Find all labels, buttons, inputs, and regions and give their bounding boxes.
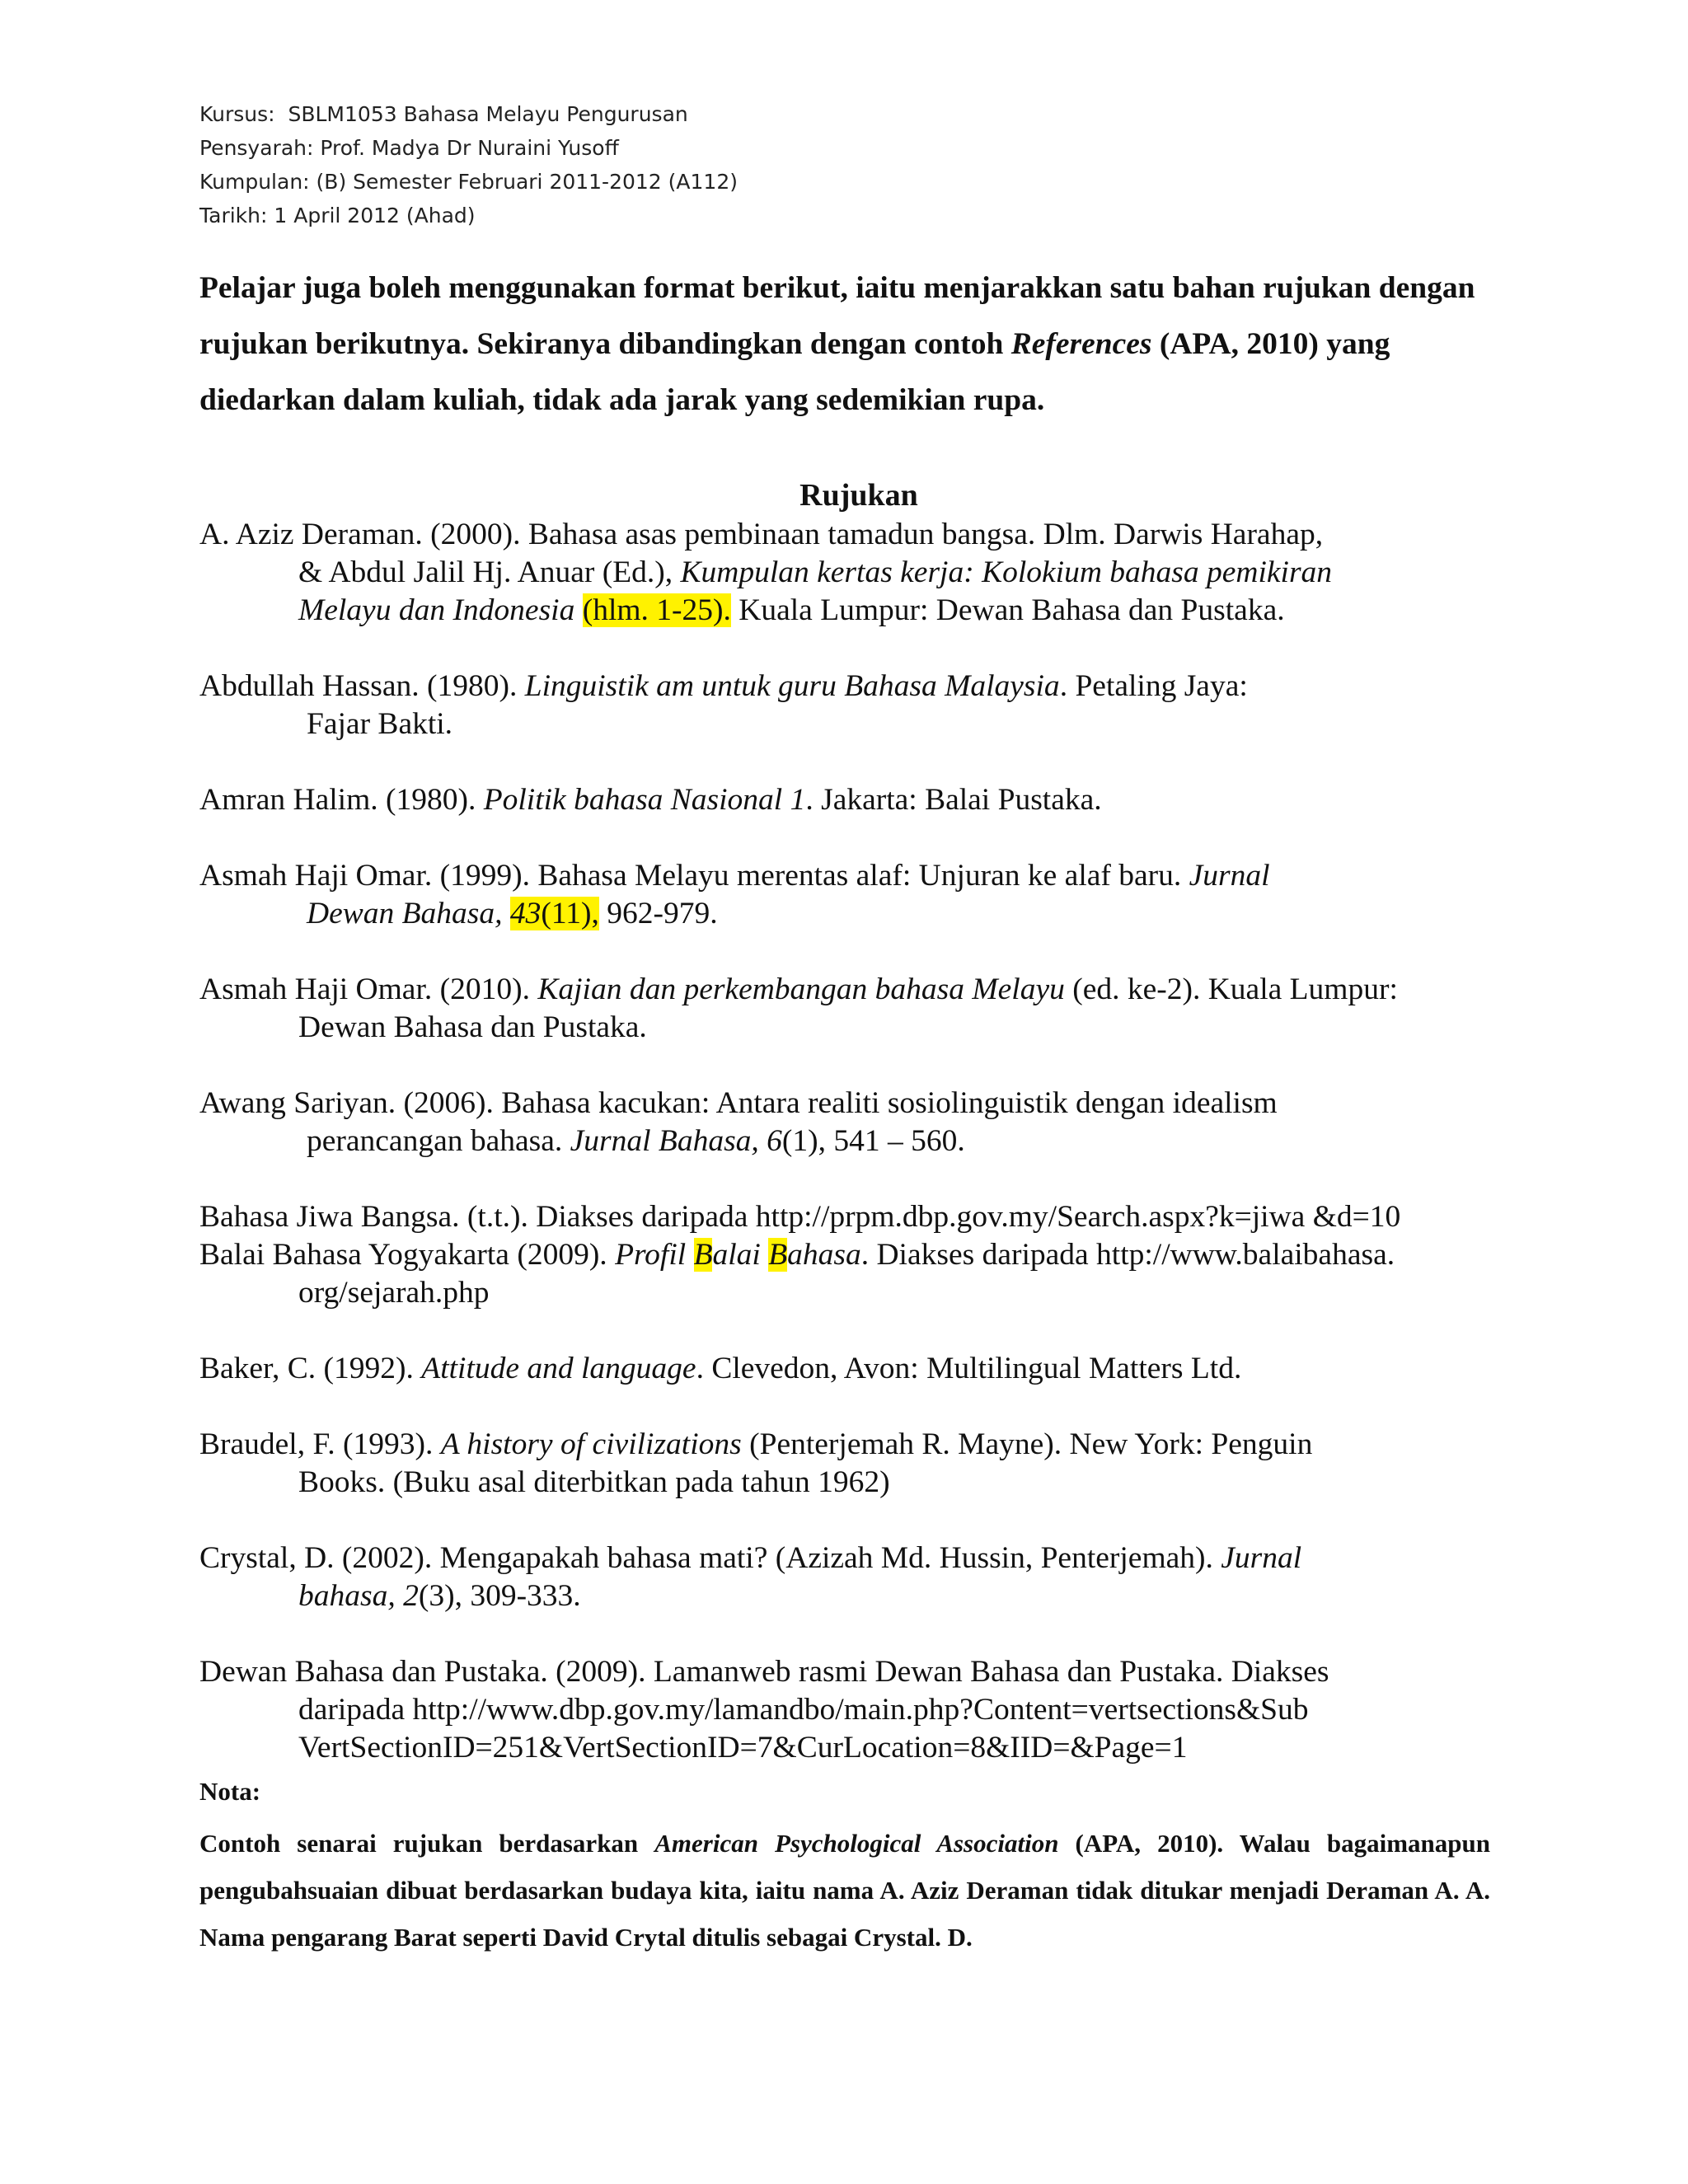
- ref-italic: Kajian dan perkembangan bahasa Melayu: [537, 972, 1065, 1006]
- ref-text: Abdullah Hassan. (1980).: [199, 669, 525, 703]
- reference-entry: [199, 1540, 1493, 1615]
- reference-entry: [199, 857, 1493, 933]
- note-italic: American Psychological Association: [654, 1829, 1059, 1858]
- ref-line: Bahasa Jiwa Bangsa. (t.t.). Diakses daripada http://prpm.dbp.gov.my/Search.aspx?k=jiwa &d=10: [199, 1200, 1401, 1234]
- ref-line: [199, 1350, 1493, 1388]
- ref-text: (1), 541 – 560.: [781, 1124, 965, 1158]
- group-line: Kumpulan: (B) Semester Februari 2011-2012 (A112): [199, 170, 738, 194]
- course-line: Kursus: SBLM1053 Bahasa Melayu Pengurusan: [199, 102, 688, 126]
- ref-italic: Profil: [615, 1238, 694, 1272]
- ref-italic: Melayu dan Indonesia: [298, 593, 575, 627]
- reference-entry: [199, 1653, 1493, 1767]
- ref-italic: bahasa, 2: [298, 1579, 419, 1613]
- reference-entry: [199, 781, 1493, 819]
- ref-italic: Dewan Bahasa,: [307, 897, 510, 930]
- ref-text: Kuala Lumpur: Dewan Bahasa dan Pustaka.: [730, 593, 1285, 627]
- ref-line: daripada http://www.dbp.gov.my/lamandbo/main.php?Content=vertsections&Sub: [298, 1693, 1309, 1727]
- ref-line: Books. (Buku asal diterbitkan pada tahun 1962): [298, 1465, 890, 1499]
- date-line: Tarikh: 1 April 2012 (Ahad): [199, 204, 476, 227]
- lecturer-line: Pensyarah: Prof. Madya Dr Nuraini Yusoff: [199, 136, 619, 160]
- ref-line: [199, 895, 1493, 933]
- intro-text-end: (APA, 2010) yang diedarkan dalam kuliah, tidak ada jarak yang sedemikian rupa.: [199, 327, 1390, 417]
- ref-line: [199, 1540, 1493, 1577]
- ref-text: Baker, C. (1992).: [199, 1352, 422, 1385]
- note-paragraph: [199, 1820, 1490, 1961]
- course-header: [199, 97, 1493, 232]
- highlighted-text: (hlm. 1-25).: [582, 593, 731, 627]
- ref-line: Dewan Bahasa dan Pustaka.: [298, 1010, 647, 1044]
- reference-entry: [199, 1198, 1493, 1236]
- ref-text: & Abdul Jalil Hj. Anuar (Ed.),: [298, 555, 681, 589]
- ref-line: [199, 971, 1493, 1009]
- ref-text: . Petaling Jaya:: [1059, 669, 1248, 703]
- ref-text: perancangan bahasa.: [307, 1124, 570, 1158]
- ref-line: [199, 1236, 1493, 1274]
- reference-entry: [199, 1085, 1493, 1160]
- ref-text: (ed. ke-2). Kuala Lumpur:: [1064, 972, 1398, 1006]
- reference-list: [199, 516, 1493, 1767]
- ref-italic: Jurnal Bahasa, 6: [570, 1124, 782, 1158]
- ref-text: Balai Bahasa Yogyakarta (2009).: [199, 1238, 616, 1272]
- note-heading: Nota:: [199, 1777, 261, 1806]
- note-text: Contoh senarai rujukan berdasarkan: [199, 1829, 655, 1858]
- ref-line: [199, 592, 1493, 630]
- ref-text: Crystal, D. (2002). Mengapakah bahasa mati? (Azizah Md. Hussin, Penterjemah).: [199, 1541, 1221, 1575]
- reference-entry: [199, 971, 1493, 1047]
- ref-italic: ahasa: [787, 1238, 861, 1272]
- ref-text: (Penterjemah R. Mayne). New York: Penguin: [741, 1427, 1313, 1461]
- ref-italic: Jurnal: [1221, 1541, 1302, 1575]
- ref-italic: Linguistik am untuk guru Bahasa Malaysia: [524, 669, 1060, 703]
- ref-italic: Politik bahasa Nasional 1: [483, 783, 806, 817]
- ref-text: . Jakarta: Balai Pustaka.: [805, 783, 1102, 817]
- intro-italic: References: [1010, 327, 1152, 361]
- references-heading: Rujukan: [799, 478, 918, 513]
- reference-entry: [199, 668, 1493, 743]
- ref-text: Asmah Haji Omar. (1999). Bahasa Melayu merentas alaf: Unjuran ke alaf baru.: [199, 859, 1189, 893]
- ref-line: Awang Sariyan. (2006). Bahasa kacukan: Antara realiti sosiolinguistik dengan idealism: [199, 1086, 1278, 1120]
- ref-text: (3), 309-333.: [418, 1579, 581, 1613]
- highlighted-text: B: [693, 1238, 713, 1272]
- ref-line: [199, 1122, 1493, 1160]
- highlighted-text: [510, 897, 599, 930]
- ref-text: 962-979.: [598, 897, 718, 930]
- reference-entry: [199, 1426, 1493, 1502]
- ref-italic: Jurnal: [1189, 859, 1270, 893]
- ref-italic: Kumpulan kertas kerja: Kolokium bahasa pemikiran: [680, 555, 1333, 589]
- intro-text: Pelajar juga boleh menggunakan format berikut, iaitu menjarakkan satu bahan rujukan dengan rujukan berikutnya. Sekiranya dibandingkan dengan contoh: [199, 271, 1475, 361]
- ref-italic: Attitude and language: [421, 1352, 696, 1385]
- ref-text: (11),: [541, 897, 599, 930]
- ref-line: VertSectionID=251&VertSectionID=7&CurLocation=8&IID=&Page=1: [298, 1731, 1188, 1765]
- ref-text: . Diakses daripada http://www.balaibahasa.: [860, 1238, 1395, 1272]
- ref-italic: 43: [509, 897, 542, 930]
- document-page: [199, 97, 1493, 1961]
- ref-text: Asmah Haji Omar. (2010).: [199, 972, 538, 1006]
- ref-text: Braudel, F. (1993).: [199, 1427, 441, 1461]
- note-text-end: (APA, 2010). Walau bagaimanapun pengubahsuaian dibuat berdasarkan budaya kita, iaitu nama A. Aziz Deraman tidak ditukar menjadi Deraman A. A. Nama pengarang Barat seperti David Crytal ditulis sebagai Crystal. D.: [199, 1829, 1491, 1952]
- ref-text: Amran Halim. (1980).: [199, 783, 484, 817]
- ref-line: Dewan Bahasa dan Pustaka. (2009). Lamanweb rasmi Dewan Bahasa dan Pustaka. Diakses: [199, 1655, 1329, 1689]
- ref-line: [199, 857, 1493, 895]
- ref-line: [199, 1426, 1493, 1464]
- reference-entry: [199, 1236, 1493, 1312]
- intro-paragraph: [199, 260, 1493, 429]
- ref-line: [199, 668, 1493, 705]
- ref-italic: alai: [712, 1238, 769, 1272]
- ref-line: org/sejarah.php: [298, 1276, 490, 1310]
- ref-line: [199, 781, 1493, 819]
- reference-entry: [199, 1350, 1493, 1388]
- ref-line: Fajar Bakti.: [307, 707, 453, 741]
- highlighted-text: B: [768, 1238, 788, 1272]
- ref-line: A. Aziz Deraman. (2000). Bahasa asas pembinaan tamadun bangsa. Dlm. Darwis Harahap,: [199, 518, 1324, 551]
- ref-text: . Clevedon, Avon: Multilingual Matters Ltd.: [696, 1352, 1242, 1385]
- reference-entry: [199, 516, 1493, 630]
- ref-italic: A history of civilizations: [440, 1427, 742, 1461]
- ref-line: [199, 1577, 1493, 1615]
- ref-line: [199, 554, 1493, 592]
